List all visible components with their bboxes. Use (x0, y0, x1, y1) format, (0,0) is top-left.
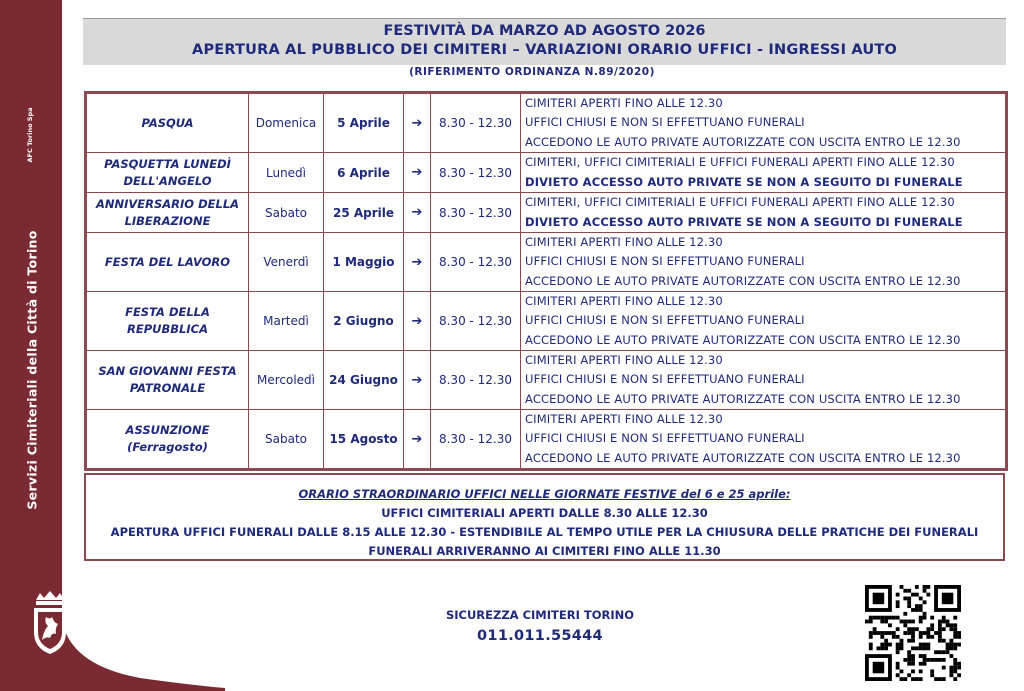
holiday-note: ACCEDONO LE AUTO PRIVATE AUTORIZZATE CON USCITA ENTRO LE 12.30 (525, 273, 961, 288)
holiday-name: SAN GIOVANNI FESTA PATRONALE (86, 351, 249, 410)
holiday-name: FESTA DEL LAVORO (86, 233, 249, 292)
arrow-right-icon: ➔ (404, 233, 431, 292)
header-banner (83, 18, 1006, 65)
holiday-note: UFFICI CHIUSI E NON SI EFFETTUANO FUNERALI (525, 431, 805, 446)
holiday-name: PASQUA (86, 93, 249, 153)
holiday-note: CIMITERI APERTI FINO ALLE 12.30 (525, 294, 723, 309)
holiday-note: UFFICI CHIUSI E NON SI EFFETTUANO FUNERALI (525, 115, 805, 130)
holiday-note: CIMITERI APERTI FINO ALLE 12.30 (525, 412, 723, 427)
holiday-notes (521, 292, 1007, 351)
holiday-row (86, 233, 1007, 292)
holiday-note: ACCEDONO LE AUTO PRIVATE AUTORIZZATE CON USCITA ENTRO LE 12.30 (525, 450, 961, 465)
holiday-date: 2 Giugno (324, 292, 404, 351)
holiday-row (86, 193, 1007, 233)
holiday-name: FESTA DELLA REPUBBLICA (86, 292, 249, 351)
holiday-time: 8.30 - 12.30 (431, 153, 521, 193)
holiday-time: 8.30 - 12.30 (431, 233, 521, 292)
holiday-time: 8.30 - 12.30 (431, 351, 521, 410)
holiday-row (86, 292, 1007, 351)
holiday-time: 8.30 - 12.30 (431, 292, 521, 351)
holiday-row (86, 93, 1007, 153)
holiday-weekday: Martedì (249, 292, 324, 351)
arrow-right-icon: ➔ (404, 93, 431, 153)
holiday-name: ANNIVERSARIO DELLA LIBERAZIONE (86, 193, 249, 233)
holiday-weekday: Sabato (249, 193, 324, 233)
holiday-date: 6 Aprile (324, 153, 404, 193)
holiday-name: PASQUETTA LUNEDÌ DELL'ANGELO (86, 153, 249, 193)
sidebar (0, 0, 84, 691)
company-name: AFC Torino Spa (26, 107, 34, 163)
extraordinary-line-1: UFFICI CIMITERIALI APERTI DALLE 8.30 ALLE 12.30 (381, 506, 708, 520)
ordinance-reference: (RIFERIMENTO ORDINANZA N.89/2020) (409, 66, 655, 78)
holiday-date: 1 Maggio (324, 233, 404, 292)
holiday-weekday: Lunedì (249, 153, 324, 193)
holiday-note: ACCEDONO LE AUTO PRIVATE AUTORIZZATE CON USCITA ENTRO LE 12.30 (525, 391, 961, 406)
arrow-right-icon: ➔ (404, 193, 431, 233)
holiday-name: ASSUNZIONE (Ferragosto) (86, 410, 249, 470)
holiday-schedule-table (84, 91, 1008, 471)
qr-code-icon (865, 585, 961, 685)
holiday-notes (521, 153, 1007, 193)
holiday-notes (521, 93, 1007, 153)
holiday-time: 8.30 - 12.30 (431, 193, 521, 233)
holiday-row (86, 153, 1007, 193)
arrow-right-icon: ➔ (404, 292, 431, 351)
page-title: FESTIVITÀ DA MARZO AD AGOSTO 2026 (383, 23, 706, 39)
holiday-note: CIMITERI APERTI FINO ALLE 12.30 (525, 96, 723, 111)
holiday-date: 25 Aprile (324, 193, 404, 233)
holiday-row (86, 351, 1007, 410)
holiday-note: CIMITERI APERTI FINO ALLE 12.30 (525, 353, 723, 368)
holiday-weekday: Domenica (249, 93, 324, 153)
holiday-date: 24 Giugno (324, 351, 404, 410)
sidebar-title: Servizi Cimiteriali della Città di Torino (24, 230, 40, 510)
holiday-note: ACCEDONO LE AUTO PRIVATE AUTORIZZATE CON USCITA ENTRO LE 12.30 (525, 332, 961, 347)
holiday-date: 5 Aprile (324, 93, 404, 153)
holiday-date: 15 Agosto (324, 410, 404, 470)
extraordinary-hours-box (84, 473, 1005, 561)
holiday-note: UFFICI CHIUSI E NON SI EFFETTUANO FUNERALI (525, 313, 805, 328)
holiday-note: DIVIETO ACCESSO AUTO PRIVATE SE NON A SEGUITO DI FUNERALE (525, 214, 963, 229)
arrow-right-icon: ➔ (404, 351, 431, 410)
holiday-notes (521, 351, 1007, 410)
page-subtitle: APERTURA AL PUBBLICO DEI CIMITERI – VARIAZIONI ORARIO UFFICI - INGRESSI AUTO (192, 42, 897, 58)
security-phone: 011.011.55444 (477, 628, 603, 644)
holiday-weekday: Venerdì (249, 233, 324, 292)
holiday-note: CIMITERI, UFFICI CIMITERIALI E UFFICI FUNERALI APERTI FINO ALLE 12.30 (525, 155, 955, 170)
holiday-note: UFFICI CHIUSI E NON SI EFFETTUANO FUNERALI (525, 254, 805, 269)
holiday-note: DIVIETO ACCESSO AUTO PRIVATE SE NON A SEGUITO DI FUNERALE (525, 174, 963, 189)
arrow-right-icon: ➔ (404, 153, 431, 193)
holiday-notes (521, 233, 1007, 292)
holiday-weekday: Sabato (249, 410, 324, 470)
holiday-notes (521, 193, 1007, 233)
holiday-notes (521, 410, 1007, 470)
extraordinary-line-2: APERTURA UFFICI FUNERALI DALLE 8.15 ALLE 12.30 - ESTENDIBILE AL TEMPO UTILE PER LA CHIUSURA DELLE PRATICHE DEI FUNERALI (110, 525, 979, 539)
holiday-time: 8.30 - 12.30 (431, 93, 521, 153)
extraordinary-title: ORARIO STRAORDINARIO UFFICI NELLE GIORNATE FESTIVE del 6 e 25 aprile: (298, 487, 791, 501)
holiday-note: CIMITERI, UFFICI CIMITERIALI E UFFICI FUNERALI APERTI FINO ALLE 12.30 (525, 195, 955, 210)
arrow-right-icon: ➔ (404, 410, 431, 470)
security-title: SICUREZZA CIMITERI TORINO (445, 608, 635, 622)
holiday-note: CIMITERI APERTI FINO ALLE 12.30 (525, 235, 723, 250)
holiday-time: 8.30 - 12.30 (431, 410, 521, 470)
holiday-weekday: Mercoledì (249, 351, 324, 410)
holiday-row (86, 410, 1007, 470)
holiday-note: UFFICI CHIUSI E NON SI EFFETTUANO FUNERALI (525, 372, 805, 387)
extraordinary-line-3: FUNERALI ARRIVERANNO AI CIMITERI FINO ALLE 11.30 (368, 544, 721, 558)
holiday-note: ACCEDONO LE AUTO PRIVATE AUTORIZZATE CON USCITA ENTRO LE 12.30 (525, 134, 961, 149)
